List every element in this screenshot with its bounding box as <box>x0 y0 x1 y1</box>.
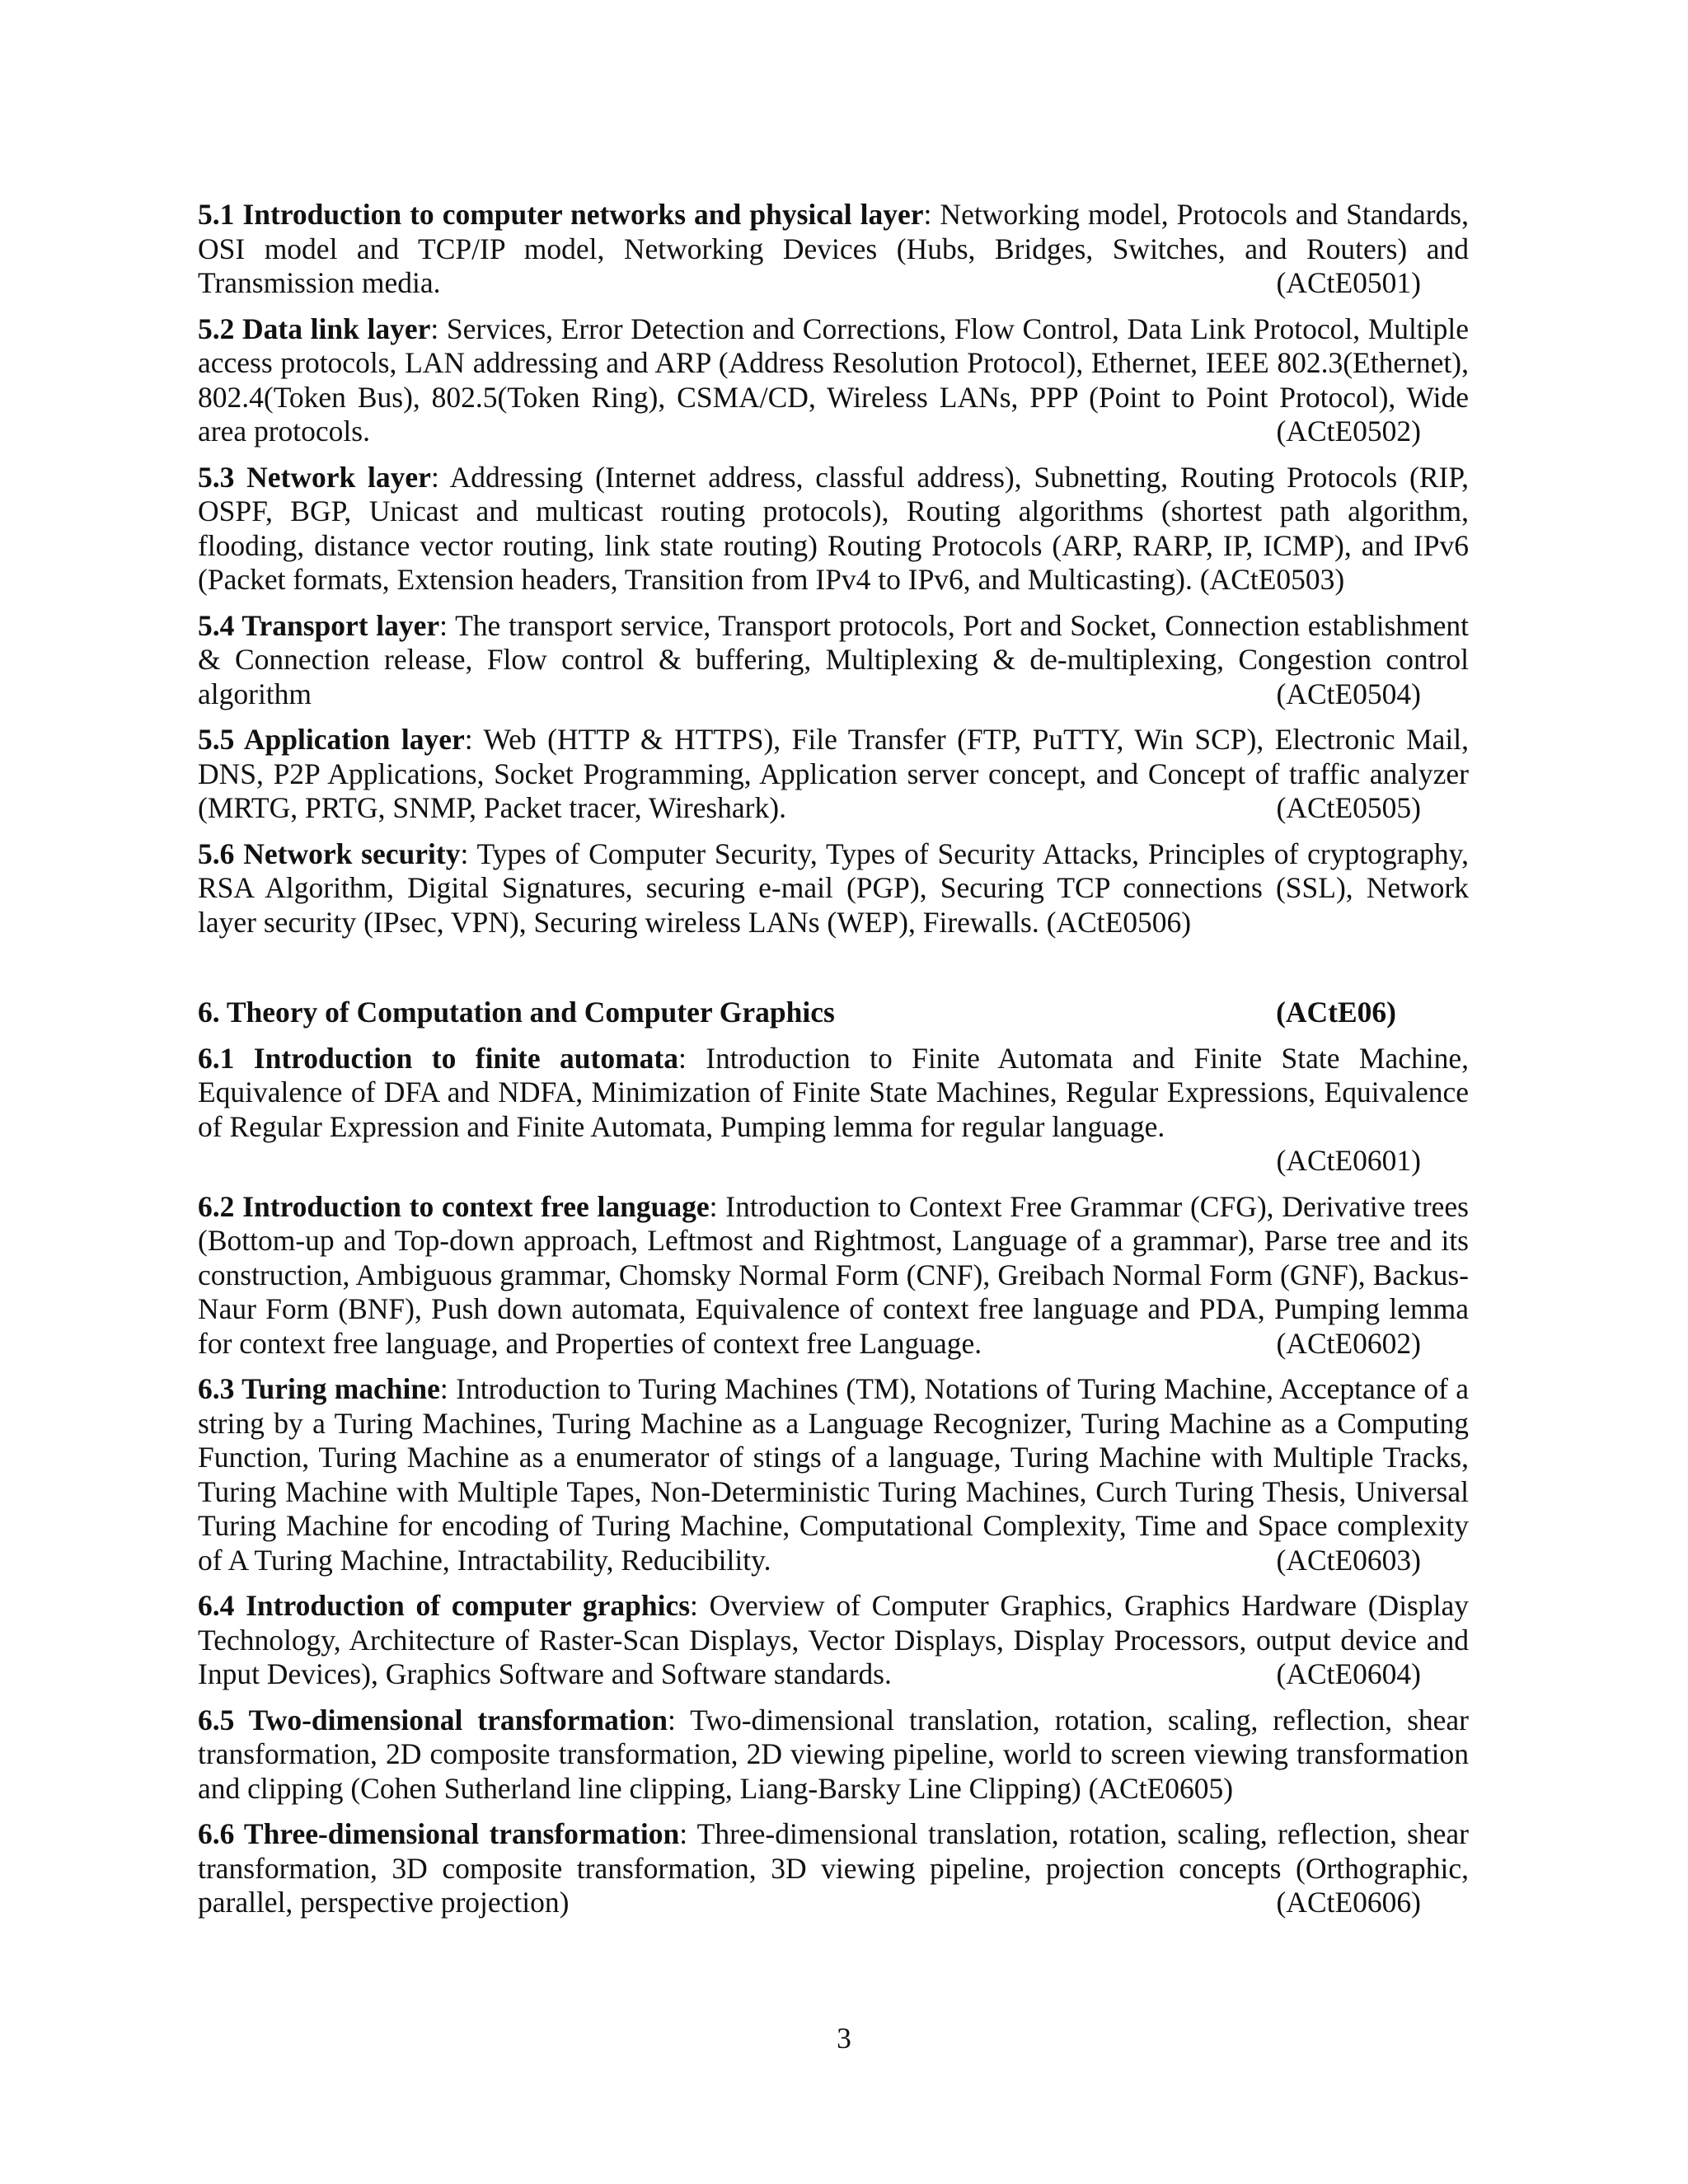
section-body: : Introduction to Finite Automata and Finite State Machine, Equivalence of DFA and NDFA, Minimization of Finite State Machines, Regular Expressions, Equivalence of Regular Expression and Finite Automata, Pumping lemma for regular language. <box>198 1041 1469 1143</box>
section-title: 5.1 Introduction to computer networks and physical layer <box>198 198 924 231</box>
section-5-5 <box>198 723 1469 826</box>
section-title: 5.2 Data link layer <box>198 312 431 345</box>
page-number: 3 <box>837 2022 851 2055</box>
section-body: : Overview of Computer Graphics, Graphics Hardware (Display Technology, Architecture of Raster-Scan Displays, Vector Displays, Display Processors, output device and Input Devices), Graphics Software and Software standards. <box>198 1589 1469 1690</box>
section-title: 6.5 Two-dimensional transformation <box>198 1703 668 1736</box>
section-6-5 <box>198 1704 1469 1807</box>
section-title: 6.4 Introduction of computer graphics <box>198 1589 691 1622</box>
section-title: 5.6 Network security <box>198 837 461 870</box>
section-body: : Addressing (Internet address, classful address), Subnetting, Routing Protocols (RIP, OSPF, BGP, Unicast and multicast routing protocols), Routing algorithms (shortest path algorithm, flooding, distance vector routing, link state routing) Routing Protocols (ARP, RARP, IP, ICMP), and IPv6 (Packet formats, Extension headers, Transition from IPv4 to IPv6, and Multicasting). <box>198 460 1470 596</box>
section-body: : Services, Error Detection and Corrections, Flow Control, Data Link Protocol, Multiple access protocols, LAN addressing and ARP (Address Resolution Protocol), Ethernet, IEEE 802.3(Ethernet), 802.4(Token Bus), 802.5(Token Ring), CSMA/CD, Wireless LANs, PPP (Point to Point Protocol), Wide area protocols. <box>198 312 1469 448</box>
section-body: : Networking model, Protocols and Standards, OSI model and TCP/IP model, Networking Devices (Hubs, Bridges, Switches, and Routers) and Transmission media. <box>198 198 1469 299</box>
section-code: (ACtE0603) <box>1276 1543 1421 1577</box>
unit-code: (ACtE06) <box>1276 996 1396 1029</box>
section-5-4 <box>198 609 1469 712</box>
unit-title: 6. Theory of Computation and Computer Graphics <box>198 996 835 1029</box>
section-title: 6.3 Turing machine <box>198 1372 440 1405</box>
section-6-4 <box>198 1589 1469 1692</box>
section-body: : Three-dimensional translation, rotation, scaling, reflection, shear transformation, 3D composite transformation, 3D viewing pipeline, projection concepts (Orthographic, parallel, perspective projection) <box>198 1817 1469 1919</box>
section-5-1 <box>198 198 1469 301</box>
section-5-2 <box>198 312 1469 449</box>
section-6-6 <box>198 1817 1469 1920</box>
section-title: 5.5 Application layer <box>198 723 465 756</box>
section-code: (ACtE0502) <box>1276 415 1421 448</box>
section-code: (ACtE0605) <box>1088 1771 1234 1805</box>
section-code: (ACtE0602) <box>1276 1326 1421 1360</box>
section-title: 6.1 Introduction to finite automata <box>198 1041 678 1075</box>
section-5-3 <box>198 461 1469 598</box>
section-code: (ACtE0606) <box>1276 1886 1421 1919</box>
section-body: : The transport service, Transport protocols, Port and Socket, Connection establishment & Connection release, Flow control & buffering, Multiplexing & de-multiplexing, Congestion control algorithm <box>198 608 1469 710</box>
section-6-3 <box>198 1372 1469 1577</box>
section-title: 6.6 Three-dimensional transformation <box>198 1817 680 1850</box>
section-6-2 <box>198 1190 1469 1361</box>
document-page <box>198 198 1469 1932</box>
section-code: (ACtE0505) <box>1276 791 1421 824</box>
section-body: : Two-dimensional translation, rotation, scaling, reflection, shear transformation, 2D composite transformation, 2D viewing pipeline, world to screen viewing transformation and clipping (Cohen Sutherland line clipping, Liang-Barsky Line Clipping) <box>198 1703 1469 1805</box>
section-code: (ACtE0504) <box>1276 677 1421 710</box>
section-body: : Introduction to Turing Machines (TM), Notations of Turing Machine, Acceptance of a string by a Turing Machines, Turing Machine as a Language Recognizer, Turing Machine as a Computing Function, Turing Machine as a enumerator of stings of a language, Turing Machine with Multiple Tracks, Turing Machine with Multiple Tapes, Non-Deterministic Turing Machines, Curch Turing Thesis, Universal Turing Machine for encoding of Turing Machine, Computational Complexity, Time and Space complexity of A Turing Machine, Intractability, Reducibility. <box>198 1372 1470 1577</box>
section-code: (ACtE0501) <box>1276 266 1421 299</box>
section-title: 5.3 Network layer <box>198 460 431 494</box>
section-code: (ACtE0604) <box>1276 1657 1421 1690</box>
section-6-1 <box>198 1042 1469 1179</box>
section-body: : Types of Computer Security, Types of Security Attacks, Principles of cryptography, RSA Algorithm, Digital Signatures, securing e-mail (PGP), Securing TCP connections (SSL), Network layer security (IPsec, VPN), Securing wireless LANs (WEP), Firewalls. <box>198 837 1469 939</box>
section-code: (ACtE0601) <box>1276 1144 1421 1177</box>
section-code: (ACtE0503) <box>1199 563 1345 596</box>
section-body: : Web (HTTP & HTTPS), File Transfer (FTP, PuTTY, Win SCP), Electronic Mail, DNS, P2P Applications, Socket Programming, Application server concept, and Concept of traffic analyzer (MRTG, PRTG, SNMP, Packet tracer, Wireshark). <box>198 723 1469 824</box>
section-title: 5.4 Transport layer <box>198 608 440 642</box>
section-body: : Introduction to Context Free Grammar (CFG), Derivative trees (Bottom-up and Top-down approach, Leftmost and Rightmost, Language of a grammar), Parse tree and its construction, Ambiguous grammar, Chomsky Normal Form (CNF), Greibach Normal Form (GNF), Backus-Naur Form (BNF), Push down automata, Equivalence of context free language and PDA, Pumping lemma for context free language, and Properties of context free Language. <box>198 1189 1469 1360</box>
section-title: 6.2 Introduction to context free language <box>198 1189 710 1223</box>
section-5-6 <box>198 837 1469 940</box>
unit-6-heading <box>198 996 1469 1030</box>
section-code: (ACtE0506) <box>1046 905 1192 939</box>
